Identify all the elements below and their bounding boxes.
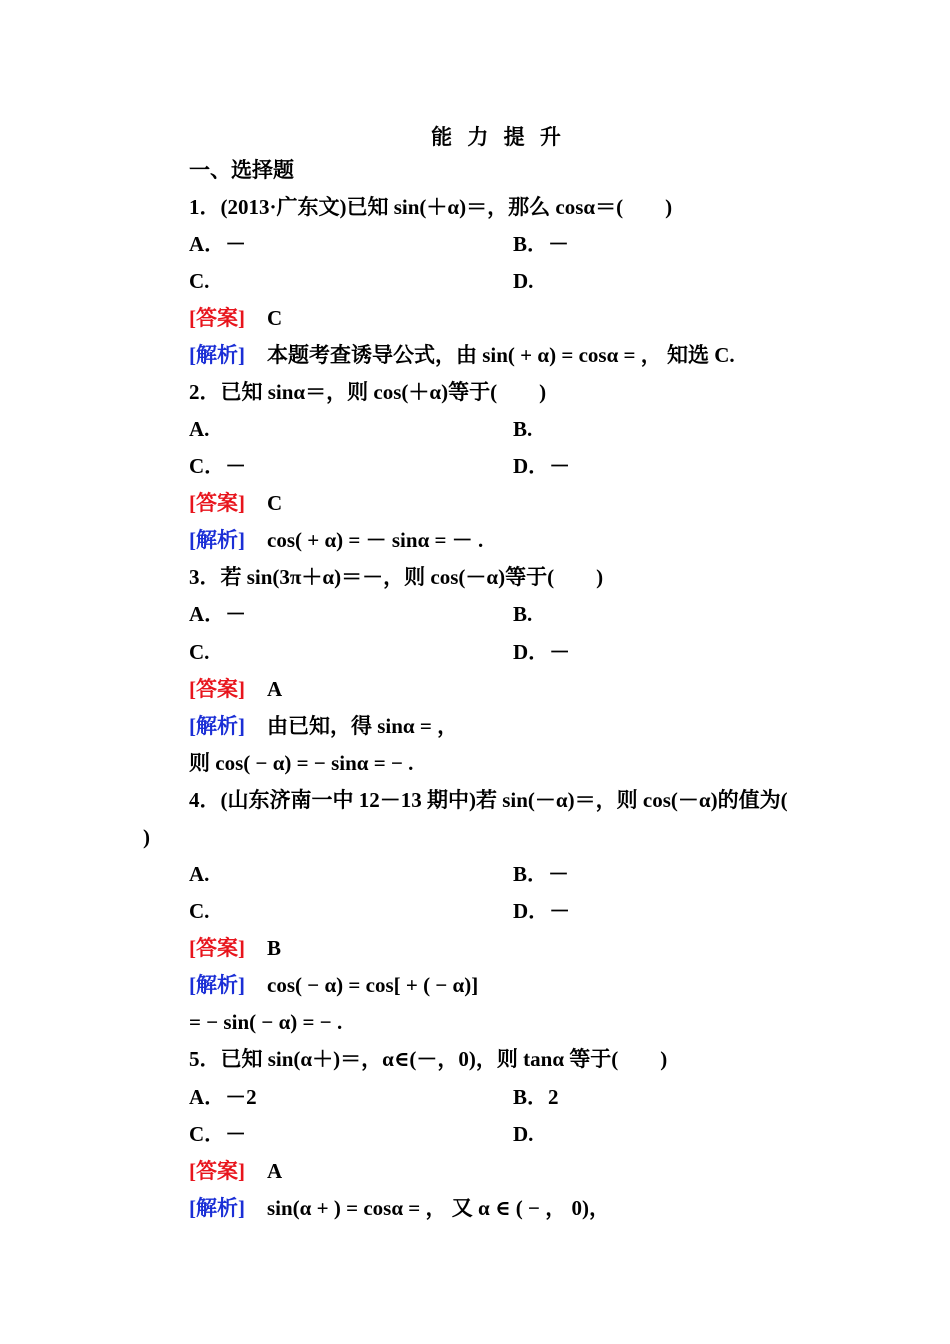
q3-option-b: B. (513, 602, 533, 626)
answer-tag: [答案] (189, 306, 245, 330)
q2-stem: 2．已知 sinα＝，则 cos(＋α)等于( ) (189, 380, 547, 404)
q4-analysis-row (189, 971, 478, 999)
q4-stem: 4．(山东济南一中 12－13 期中)若 sin(－α)＝，则 cos(－α)的值为( (189, 788, 788, 812)
q5-option-c: C．－ (189, 1122, 247, 1146)
q5-option-a: A．－2 (189, 1085, 257, 1109)
q5-stem: 5．已知 sin(α＋)＝，α∈(－，0)，则 tanα 等于( ) (189, 1047, 668, 1071)
q4-stem-continuation: ) (143, 825, 150, 849)
analysis-tag: [解析] (189, 343, 245, 367)
q2-option-d: D．－ (513, 454, 571, 478)
answer-tag: [答案] (189, 677, 245, 701)
page-title: 能 力 提 升 (431, 125, 566, 149)
q1-stem: 1．(2013·广东文)已知 sin(＋α)＝，那么 cosα＝( ) (189, 195, 673, 219)
q4-option-d: D．－ (513, 899, 571, 923)
analysis-tag: [解析] (189, 714, 245, 738)
q3-answer: A (267, 677, 283, 701)
answer-tag: [答案] (189, 1159, 245, 1183)
q2-answer-row (189, 489, 282, 517)
q5-option-d: D. (513, 1122, 534, 1146)
q3-analysis-2: 则 cos( − α) = − sinα = − . (189, 751, 414, 775)
q4-answer: B (267, 936, 282, 960)
analysis-tag: [解析] (189, 973, 245, 997)
q3-analysis-1: 由已知，得 sinα = ， (267, 714, 459, 738)
q1-analysis-row (189, 341, 735, 369)
q5-analysis-row (189, 1194, 610, 1222)
q5-option-b: B．2 (513, 1085, 559, 1109)
answer-tag: [答案] (189, 936, 245, 960)
q1-option-c: C. (189, 269, 210, 293)
q4-analysis-1: cos( − α) = cos[ + ( − α)] (267, 973, 479, 997)
answer-tag: [答案] (189, 491, 245, 515)
q1-option-d: D. (513, 269, 534, 293)
q4-option-b: B．－ (513, 862, 570, 886)
q5-answer-row (189, 1157, 282, 1185)
q3-option-a: A．－ (189, 602, 247, 626)
q1-answer: C (267, 306, 283, 330)
q2-analysis: cos( + α) = － sinα = － . (267, 528, 484, 552)
section-heading: 一、选择题 (189, 158, 294, 182)
q4-option-c: C. (189, 899, 210, 923)
q3-option-c: C. (189, 640, 210, 664)
q2-option-a: A. (189, 417, 210, 441)
analysis-tag: [解析] (189, 528, 245, 552)
q1-option-a: A．－ (189, 232, 247, 256)
analysis-tag: [解析] (189, 1196, 245, 1220)
q2-option-c: C．－ (189, 454, 247, 478)
q2-option-b: B. (513, 417, 533, 441)
q4-analysis-2: = − sin( − α) = − . (189, 1010, 343, 1034)
q1-answer-row (189, 304, 282, 332)
q1-option-b: B．－ (513, 232, 570, 256)
q2-answer: C (267, 491, 283, 515)
q3-answer-row (189, 675, 282, 703)
q5-answer: A (267, 1159, 283, 1183)
q5-analysis: sin(α + ) = cosα = ， 又 α ∈ ( − ， 0)， (267, 1196, 610, 1220)
q4-option-a: A. (189, 862, 210, 886)
q3-stem: 3．若 sin(3π＋α)＝－，则 cos(－α)等于( ) (189, 565, 604, 589)
q3-option-d: D．－ (513, 640, 571, 664)
q1-analysis: 本题考查诱导公式，由 sin( + α) = cosα = ， 知选 C. (267, 343, 735, 367)
q3-analysis-row (189, 712, 458, 740)
q4-answer-row (189, 934, 281, 962)
q2-analysis-row (189, 526, 483, 554)
